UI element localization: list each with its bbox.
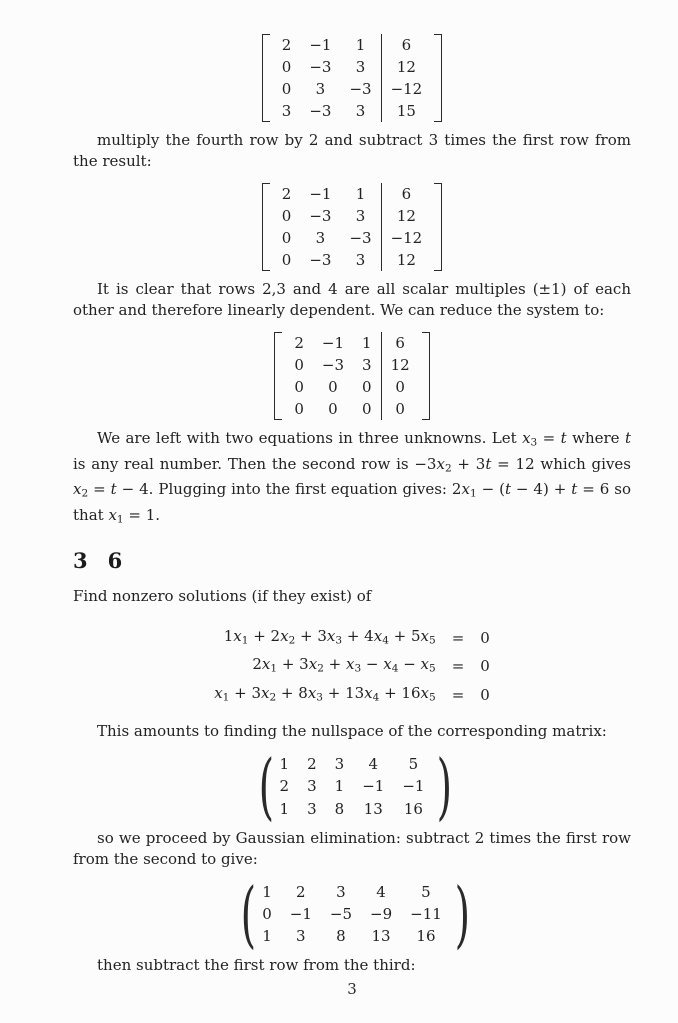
matrix-cell: −5 — [329, 904, 352, 923]
matrix-cell: 3 — [355, 58, 366, 76]
coefficient-matrix-1 — [73, 744, 631, 829]
matrix-cell: −12 — [381, 78, 431, 100]
matrix-cell: 1 — [262, 926, 272, 945]
matrix-cell: 0 — [362, 378, 372, 396]
matrix-cell: 12 — [381, 249, 431, 271]
matrix-entries — [273, 34, 431, 122]
matrix-row — [285, 376, 418, 398]
left-bracket — [274, 332, 282, 420]
matrix-cell: −1 — [289, 904, 312, 923]
matrix-cell: 0 — [294, 356, 304, 374]
matrix-cell: −3 — [349, 80, 372, 98]
matrix-cell: 5 — [421, 882, 431, 901]
matrix-cell: 13 — [371, 926, 391, 945]
paragraph-nullspace: This amounts to finding the nullspace of the corresponding matrix: — [97, 722, 607, 741]
matrix-cell: 1 — [355, 185, 366, 203]
matrix-cell: −1 — [321, 334, 345, 352]
matrix-cell: −1 — [402, 777, 425, 796]
right-bracket — [422, 332, 430, 420]
equation-row-2 — [214, 652, 490, 681]
matrix-cell: 2 — [296, 882, 306, 901]
matrix-entries — [285, 332, 418, 420]
equation-1-relation: = — [451, 628, 465, 647]
matrix-cell: 3 — [362, 356, 372, 374]
matrix-cell: 12 — [381, 56, 431, 78]
equation-row-1 — [214, 624, 490, 653]
matrix-entries — [273, 183, 431, 271]
matrix-row — [273, 183, 431, 205]
section-heading — [73, 548, 631, 574]
matrix-cell: 0 — [294, 400, 304, 418]
matrix-cell: 3 — [355, 207, 366, 225]
matrix-cell: 2 — [294, 334, 304, 352]
matrix-cell: 2 — [281, 185, 292, 203]
matrix-cell: 3 — [315, 229, 326, 247]
matrix-cell: 6 — [381, 183, 431, 205]
paragraph-gaussian-elimination: so we proceed by Gaussian elimination: subtract 2 times the first row from the second to give: — [73, 828, 631, 868]
matrix-cell: −11 — [410, 904, 442, 923]
matrix-cell: 1 — [262, 882, 272, 901]
matrix-cell: −3 — [309, 102, 332, 120]
matrix-cell: −1 — [309, 36, 332, 54]
matrix-entries — [253, 881, 451, 947]
right-bracket — [434, 34, 442, 122]
matrix-cell: −1 — [362, 777, 385, 796]
equation-2-relation: = — [451, 657, 465, 676]
section-title: 6 — [107, 547, 123, 573]
matrix-cell: −12 — [381, 227, 431, 249]
matrix-cell: 3 — [307, 777, 317, 796]
matrix-cell: 3 — [281, 102, 292, 120]
augmented-matrix-3 — [73, 332, 631, 420]
equation-3-rhs: 0 — [480, 686, 490, 705]
matrix-cell: −3 — [309, 58, 332, 76]
matrix-cell: 1 — [334, 777, 345, 796]
matrix-cell: −3 — [309, 207, 332, 225]
matrix-cell: 1 — [279, 755, 290, 774]
matrix-cell: 0 — [262, 904, 272, 923]
right-paren: ) — [437, 744, 453, 829]
equation-3-lhs: $x_1 + 3x_2 + 8x_3 + 13x_4 + 16x_5$ — [214, 683, 436, 704]
left-paren: ( — [258, 744, 274, 829]
matrix-cell: 4 — [368, 755, 379, 774]
matrix-cell: 15 — [381, 100, 431, 122]
matrix-cell: −3 — [349, 229, 372, 247]
equation-2-rhs: 0 — [480, 657, 490, 676]
matrix-cell: 0 — [294, 378, 304, 396]
matrix-cell: 0 — [281, 229, 292, 247]
matrix-row — [253, 881, 451, 903]
augmented-matrix-1 — [73, 34, 631, 122]
matrix-cell: −9 — [370, 904, 393, 923]
matrix-row — [273, 56, 431, 78]
matrix-cell: 2 — [281, 36, 292, 54]
matrix-cell: 3 — [315, 80, 326, 98]
equation-2-lhs: $2x_1 + 3x_2 + x_3 - x_4 - x_5$ — [252, 655, 436, 675]
matrix-cell: 13 — [363, 799, 383, 818]
matrix-cell: 0 — [281, 251, 292, 269]
matrix-cell: 4 — [376, 882, 386, 901]
matrix-cell: 3 — [355, 102, 366, 120]
paragraph-solution: We are left with two equations in three unknowns. Let $x_3 = t$ where t is any real number. Then the second row is $-3x_2 + 3t = 12$ which gives $x_2 = t - 4$. Plugging into the first equation gives: $2x_1 - (t - 4) + t = 6$ so that $x_1 = 1$. — [73, 429, 631, 526]
matrix-row — [271, 775, 434, 797]
matrix-row — [271, 798, 434, 820]
right-bracket — [434, 183, 442, 271]
paragraph-multiply-fourth-row: multiply the fourth row by 2 and subtract 3 times the first row from the result: — [73, 131, 631, 170]
matrix-cell: −3 — [321, 356, 345, 374]
coefficient-matrix-2 — [73, 871, 631, 956]
matrix-cell: 0 — [328, 400, 338, 418]
matrix-row — [285, 354, 418, 376]
equation-1-lhs: $1x_1 + 2x_2 + 3x_3 + 4x_4 + 5x_5$ — [223, 626, 436, 647]
matrix-cell: 0 — [281, 207, 292, 225]
matrix-cell: 3 — [336, 882, 346, 901]
matrix-cell: 3 — [296, 926, 306, 945]
matrix-cell: 0 — [381, 398, 419, 420]
section-number: 3 — [73, 547, 88, 573]
matrix-cell: 16 — [403, 799, 423, 818]
matrix-cell: 0 — [281, 80, 292, 98]
matrix-cell: 1 — [279, 799, 290, 818]
matrix-row — [273, 34, 431, 56]
matrix-cell: 8 — [336, 926, 346, 945]
matrix-cell: 6 — [381, 34, 431, 56]
matrix-cell: 3 — [307, 799, 317, 818]
matrix-cell: 2 — [307, 755, 317, 774]
augmented-matrix-2 — [73, 183, 631, 271]
matrix-cell: 0 — [362, 400, 372, 418]
equation-3-relation: = — [451, 686, 465, 705]
matrix-row — [273, 205, 431, 227]
equation-table — [214, 624, 490, 710]
right-paren: ) — [454, 871, 470, 956]
matrix-cell: 3 — [334, 755, 345, 774]
matrix-row — [271, 753, 434, 775]
matrix-row — [285, 332, 418, 354]
matrix-cell: 12 — [381, 205, 431, 227]
matrix-row — [253, 925, 451, 947]
matrix-cell: 2 — [279, 777, 290, 796]
matrix-cell: 6 — [381, 332, 419, 354]
equation-1-rhs: 0 — [480, 628, 490, 647]
matrix-cell: 5 — [408, 755, 419, 774]
left-bracket — [262, 34, 270, 122]
matrix-cell: −3 — [309, 251, 332, 269]
matrix-row — [253, 903, 451, 925]
matrix-cell: 1 — [355, 36, 366, 54]
matrix-row — [285, 398, 418, 420]
left-paren: ( — [240, 871, 257, 956]
matrix-cell: 3 — [355, 251, 366, 269]
matrix-cell: 16 — [416, 926, 436, 945]
paragraph-find-nonzero: Find nonzero solutions (if they exist) of — [73, 586, 372, 605]
matrix-row — [273, 100, 431, 122]
matrix-cell: −1 — [309, 185, 332, 203]
matrix-cell: 1 — [362, 334, 372, 352]
matrix-cell: 12 — [381, 354, 419, 376]
equation-row-3 — [214, 681, 490, 710]
matrix-cell: 0 — [281, 58, 292, 76]
matrix-cell: 0 — [381, 376, 419, 398]
equation-system — [73, 624, 631, 710]
page-number: 3 — [347, 979, 357, 998]
matrix-row — [273, 249, 431, 271]
paragraph-rows-dependent: It is clear that rows 2,3 and 4 are all scalar multiples (±1) of each other and therefore linearly dependent. We can reduce the system to: — [73, 280, 631, 319]
paragraph-subtract-first-row: then subtract the first row from the third: — [97, 955, 416, 974]
matrix-entries — [271, 753, 434, 819]
left-bracket — [262, 183, 270, 271]
matrix-cell: 8 — [334, 799, 345, 818]
matrix-row — [273, 78, 431, 100]
matrix-row — [273, 227, 431, 249]
matrix-cell: 0 — [328, 378, 338, 396]
